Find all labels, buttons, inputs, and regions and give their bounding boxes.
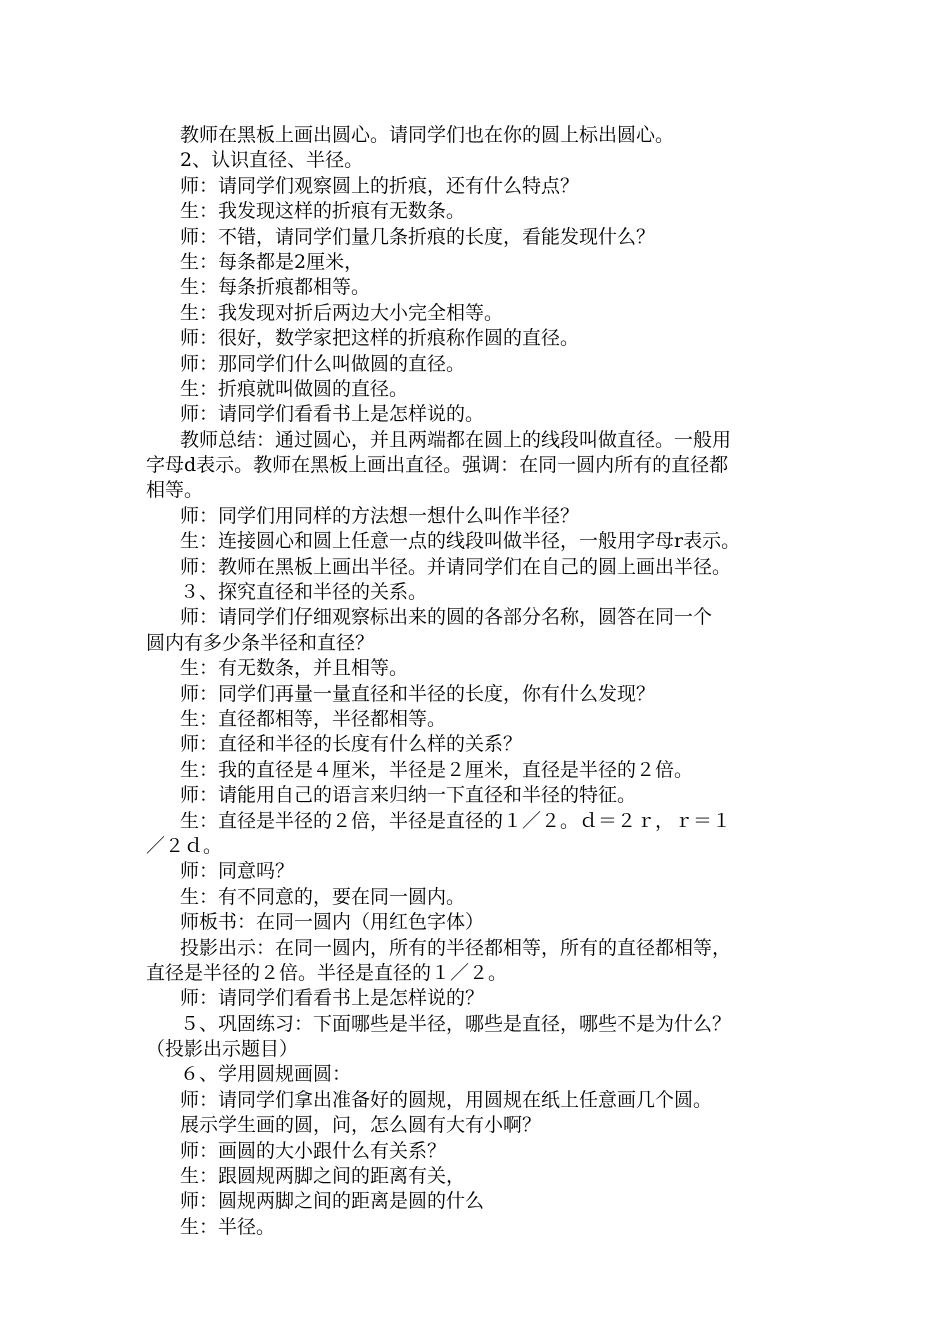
text-line: ６、学用圆规画圆： xyxy=(180,1063,352,1086)
text-line: 生：折痕就叫做圆的直径。 xyxy=(180,377,409,400)
text-line: 教师总结：通过圆心，并且两端都在圆上的线段叫做直径。一般用 xyxy=(180,428,732,451)
text-line: 师：请同学们看看书上是怎样说的？ xyxy=(180,987,485,1010)
text-line: （投影出示题目） xyxy=(146,1038,299,1061)
text-line: 生：有不同意的，要在同一圆内。 xyxy=(180,885,466,908)
text-line: 师：请同学们仔细观察标出来的圆的各部分名称，圆答在同一个 xyxy=(180,606,713,629)
text-line: 生：连接圆心和圆上任意一点的线段叫做半径，一般用字母r表示。 xyxy=(180,530,741,553)
text-line: 字母d表示。教师在黑板上画出直径。强调：在同一圆内所有的直径都 xyxy=(146,454,729,477)
text-line: 生：直径都相等，半径都相等。 xyxy=(180,707,447,730)
text-line: 生：半径。 xyxy=(180,1215,276,1238)
text-line: 生：我发现对折后两边大小完全相等。 xyxy=(180,301,504,324)
text-line: 师：请同学们看看书上是怎样说的。 xyxy=(180,403,485,426)
text-line: 师：直径和半径的长度有什么样的关系？ xyxy=(180,733,523,756)
text-line: ３、探究直径和半径的关系。 xyxy=(180,581,428,604)
text-line: 师：请能用自己的语言来归纳一下直径和半径的特征。 xyxy=(180,784,637,807)
text-line: 2、认识直径、半径。 xyxy=(180,149,364,172)
text-line: 师：不错，请同学们量几条折痕的长度，看能发现什么？ xyxy=(180,225,656,248)
text-line: 圆内有多少条半径和直径？ xyxy=(146,631,375,654)
text-line: 师：同学们用同样的方法想一想什么叫作半径？ xyxy=(180,504,580,527)
text-line: 展示学生画的圆，问，怎么圆有大有小啊？ xyxy=(180,1114,542,1137)
text-line: 师板书：在同一圆内（用红色字体） xyxy=(180,911,485,934)
text-line: 投影出示：在同一圆内，所有的半径都相等，所有的直径都相等， xyxy=(180,936,732,959)
text-line: 师：同意吗？ xyxy=(180,860,295,883)
text-line: 师：圆规两脚之间的距离是圆的什么 xyxy=(180,1190,485,1213)
text-line: ／２ｄ。 xyxy=(146,834,223,857)
text-line: 生：有无数条，并且相等。 xyxy=(180,657,409,680)
text-line: 师：请同学们拿出准备好的圆规，用圆规在纸上任意画几个圆。 xyxy=(180,1088,713,1111)
text-line: 直径是半径的２倍。半径是直径的１／２。 xyxy=(146,961,508,984)
text-line: ５、巩固练习：下面哪些是半径，哪些是直径，哪些不是为什么？ xyxy=(180,1012,732,1035)
text-line: 师：很好，数学家把这样的折痕称作圆的直径。 xyxy=(180,327,580,350)
text-line: 生：每条都是2厘米， xyxy=(180,250,364,273)
text-line: 生：跟圆规两脚之间的距离有关， xyxy=(180,1165,466,1188)
text-line: 生：每条折痕都相等。 xyxy=(180,276,371,299)
text-line: 师：请同学们观察圆上的折痕，还有什么特点？ xyxy=(180,174,580,197)
text-line: 师：同学们再量一量直径和半径的长度，你有什么发现？ xyxy=(180,682,656,705)
text-line: 师：画圆的大小跟什么有关系？ xyxy=(180,1139,447,1162)
text-line: 生：我的直径是４厘米，半径是２厘米，直径是半径的２倍。 xyxy=(180,758,694,781)
document-body xyxy=(146,123,810,1240)
text-line: 师：那同学们什么叫做圆的直径。 xyxy=(180,352,466,375)
text-line: 生：直径是半径的２倍，半径是直径的１／２。ｄ＝２ｒ，ｒ＝１ xyxy=(180,809,732,832)
text-line: 师：教师在黑板上画出半径。并请同学们在自己的圆上画出半径。 xyxy=(180,555,732,578)
text-line: 相等。 xyxy=(146,479,204,502)
text-line: 生：我发现这样的折痕有无数条。 xyxy=(180,200,466,223)
text-line: 教师在黑板上画出圆心。请同学们也在你的圆上标出圆心。 xyxy=(180,124,675,146)
